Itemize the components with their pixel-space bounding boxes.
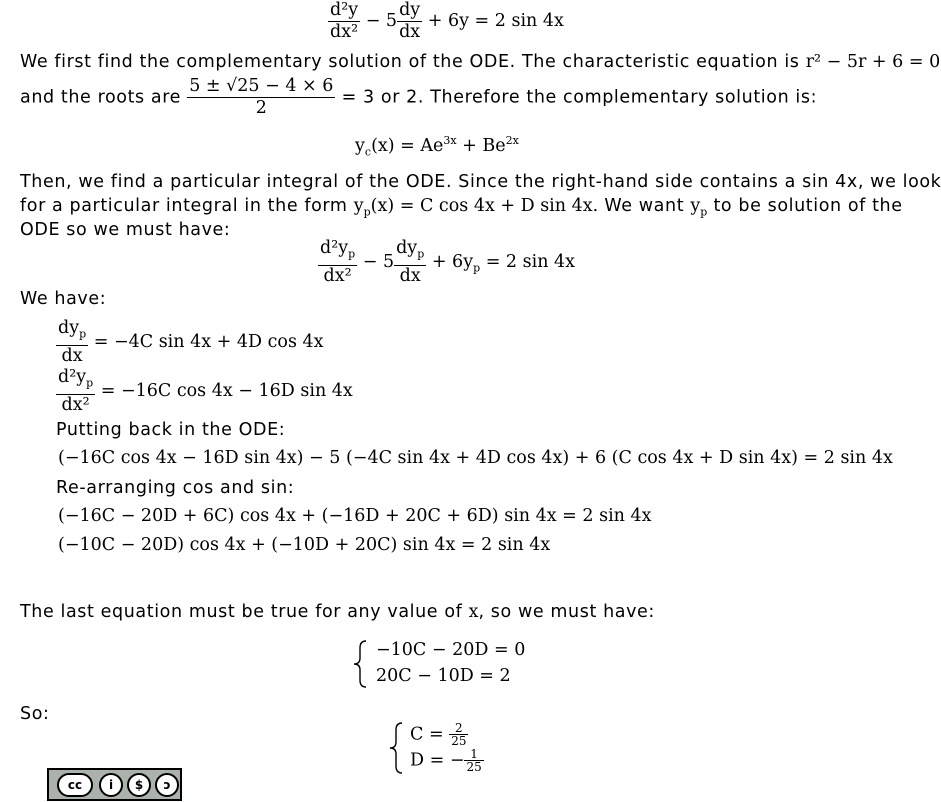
frac-num: dy [399, 0, 421, 20]
frac-den: dx² [328, 21, 360, 43]
term: + 6y = 2 sin 4x [427, 11, 564, 31]
putting-back: Putting back in the ODE: [56, 420, 286, 440]
solution-brace [388, 722, 404, 774]
text: = 3 or 2. Therefore the complementary solution is: [341, 87, 818, 108]
roots-den: 2 [187, 97, 335, 119]
cc-icon: cc [57, 773, 93, 797]
by-icon: i [99, 773, 123, 797]
solution-d: D = − $\frac{1}{25}$ [410, 747, 482, 774]
char-eq: r² − 5r + 6 = 0 [805, 52, 941, 72]
cc-license-badge[interactable] [47, 768, 182, 801]
rearranged-eq-1: (−16C − 20D + 6C) cos 4x + (−16D + 20C + 6D) sin 4x = 2 sin 4x [58, 506, 652, 526]
frac-num: d²y [330, 0, 359, 20]
rearranging: Re-arranging cos and sin: [56, 478, 295, 498]
para-particular-1: Then, we find a particular integral of the ODE. Since the right-hand side contains a sin 4x, we look [20, 172, 941, 192]
complementary-solution: $y_c(x) = Ae^{3x} + Be^{2x}$ [355, 134, 519, 159]
frac-den: dx [397, 21, 422, 43]
para-particular-2: for a particular integral in the form $y_p(x) = C$ cos 4x + D sin 4x. We want $y_p$ to be solution of the [20, 196, 903, 219]
second-derivative: $\frac{d^2y_p}{\text{dx²}}$ = −16C cos 4x − 16D sin 4x [58, 367, 353, 415]
line-roots [20, 76, 817, 119]
so-label: So: [20, 704, 50, 724]
ode-equation [328, 0, 564, 43]
text: and the roots are [20, 87, 182, 108]
rearranged-eq-2: (−10C − 20D) cos 4x + (−10D + 20C) sin 4x = 2 sin 4x [58, 535, 551, 555]
para-particular-3: ODE so we must have: [20, 220, 231, 240]
last-equation-text: The last equation must be true for any value of x, so we must have: [20, 602, 655, 622]
nc-icon: $ [127, 773, 151, 797]
text: We first find the complementary solution of the ODE. The characteristic equation is [20, 52, 800, 72]
line-complementary [20, 52, 940, 72]
sa-icon: ↄ [155, 773, 179, 797]
term: − 5 [365, 11, 398, 31]
solution-c: C = $\frac{2}{25}$ [410, 721, 467, 748]
system-eq-2: 20C − 10D = 2 [376, 666, 511, 686]
first-derivative: $\frac{dy_p}{dx}$ = −4C sin 4x + 4D cos 4x [58, 318, 324, 366]
system-brace [352, 640, 368, 688]
roots-num: 5 ± √25 − 4 × 6 [189, 76, 334, 96]
substituted-equation: (−16C cos 4x − 16D sin 4x) − 5 (−4C sin 4x + 4D cos 4x) + 6 (C cos 4x + D sin 4x) = 2 sin 4x [58, 448, 893, 468]
ode-particular: $\frac{d^2y_p}{\text{dx²}}$ − 5 $\frac{dy_p}{dx}$ + $6y_p = 2$ sin 4x [320, 238, 576, 286]
we-have: We have: [20, 289, 107, 309]
system-eq-1: −10C − 20D = 0 [376, 640, 526, 660]
